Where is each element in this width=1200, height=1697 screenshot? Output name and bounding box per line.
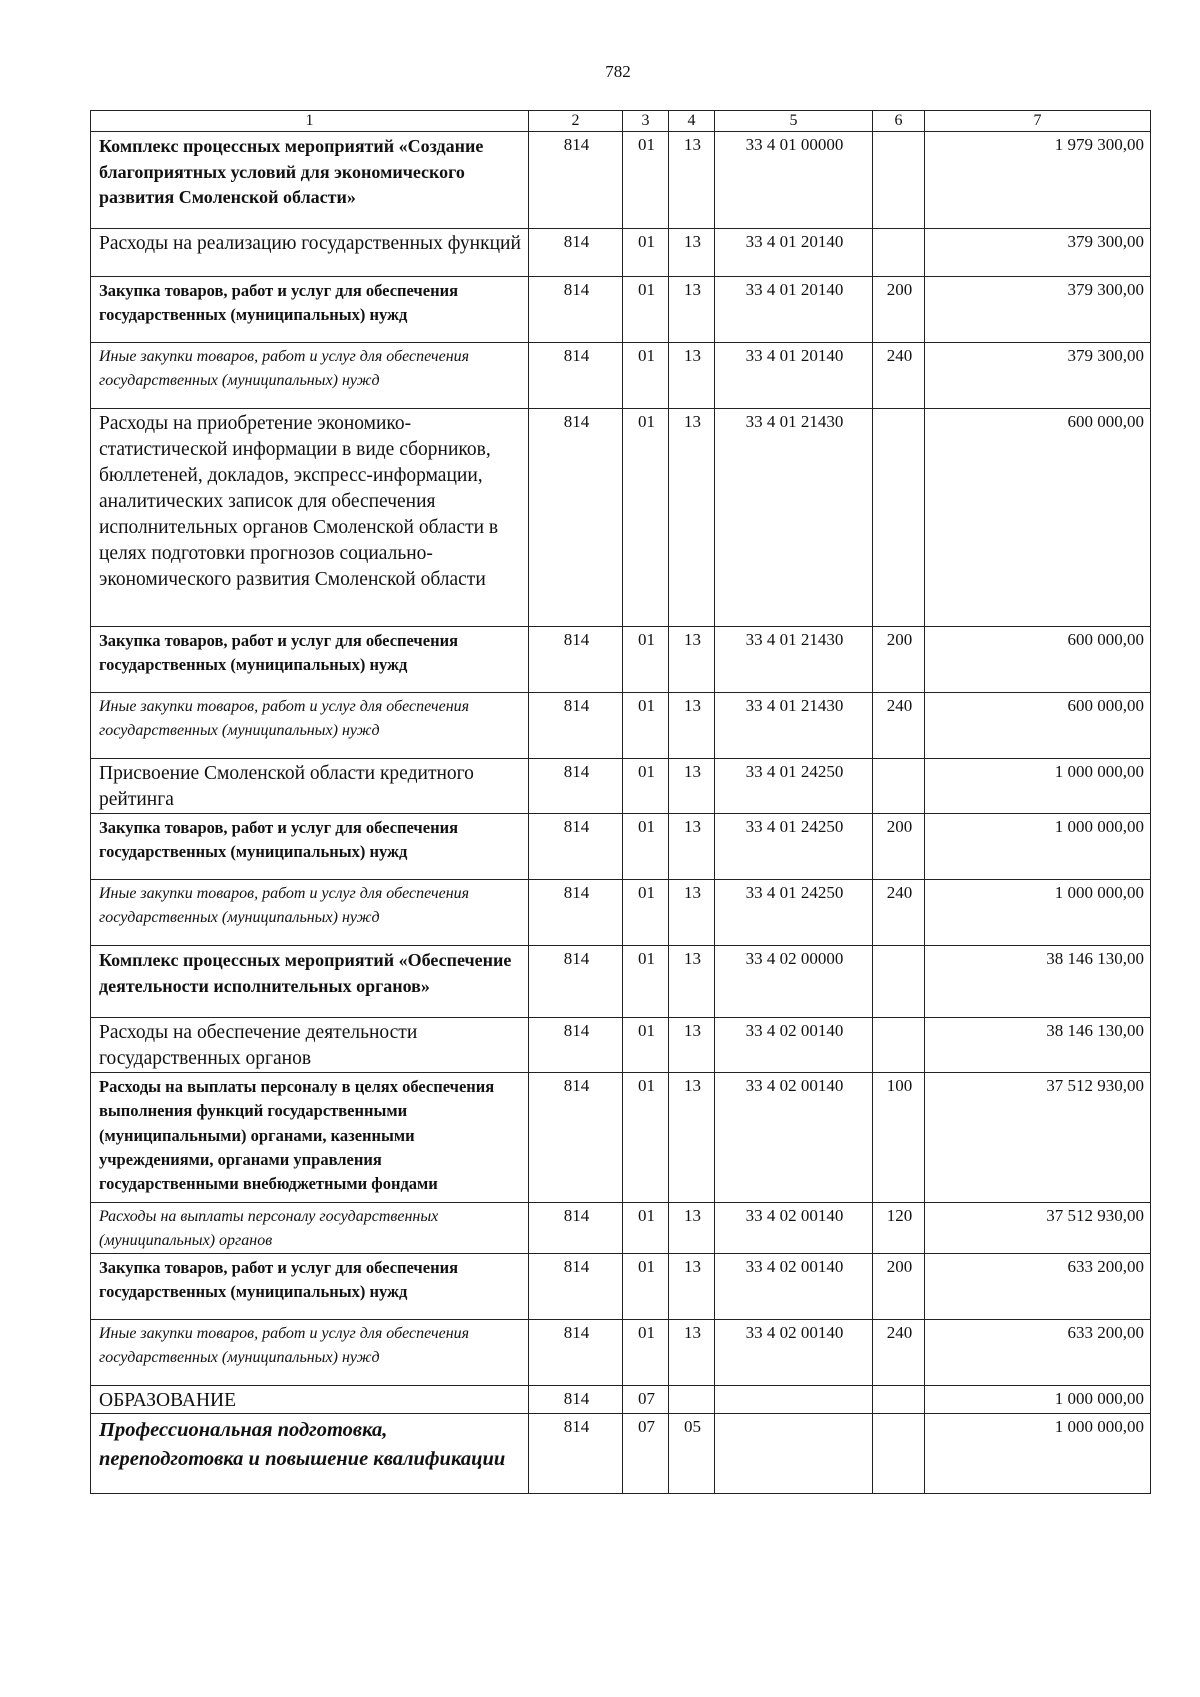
section-code-cell: 01 [623,879,669,945]
amount-cell: 600 000,00 [925,409,1151,627]
expense-type-cell: 200 [873,627,925,693]
row-name-cell: Расходы на обеспечение деятельности государственных органов [91,1017,529,1072]
row-name-cell: Закупка товаров, работ и услуг для обеспечения государственных (муниципальных) нужд [91,1253,529,1319]
target-article-cell: 33 4 01 24250 [715,879,873,945]
admin-code-cell: 814 [529,229,623,277]
subsection-code-cell: 13 [669,1202,715,1253]
admin-code-cell: 814 [529,343,623,409]
row-name-cell: Закупка товаров, работ и услуг для обеспечения государственных (муниципальных) нужд [91,813,529,879]
amount-cell: 600 000,00 [925,693,1151,759]
section-code-cell: 01 [623,627,669,693]
table-row [91,409,1151,627]
section-code-cell: 01 [623,1017,669,1072]
amount-cell: 37 512 930,00 [925,1202,1151,1253]
column-header: 5 [715,111,873,132]
expense-type-cell: 120 [873,1202,925,1253]
expense-type-cell [873,945,925,1017]
amount-cell: 379 300,00 [925,343,1151,409]
amount-cell: 633 200,00 [925,1319,1151,1385]
subsection-code-cell: 13 [669,1072,715,1202]
expense-type-cell [873,759,925,814]
table-row [91,813,1151,879]
section-code-cell: 01 [623,1072,669,1202]
section-code-cell: 01 [623,759,669,814]
amount-cell: 38 146 130,00 [925,1017,1151,1072]
expense-type-cell [873,229,925,277]
section-code-cell: 01 [623,229,669,277]
row-name-cell: Иные закупки товаров, работ и услуг для обеспечения государственных (муниципальных) нужд [91,693,529,759]
section-code-cell: 01 [623,945,669,1017]
amount-cell: 1 000 000,00 [925,879,1151,945]
column-header: 7 [925,111,1151,132]
section-code-cell: 01 [623,693,669,759]
row-name-cell: Комплекс процессных мероприятий «Обеспечение деятельности исполнительных органов» [91,945,529,1017]
admin-code-cell: 814 [529,879,623,945]
table-row [91,1319,1151,1385]
table-row [91,693,1151,759]
expense-type-cell: 200 [873,1253,925,1319]
subsection-code-cell: 13 [669,1253,715,1319]
section-code-cell: 01 [623,132,669,229]
expense-type-cell [873,1017,925,1072]
target-article-cell: 33 4 01 20140 [715,229,873,277]
expense-type-cell [873,1385,925,1413]
admin-code-cell: 814 [529,759,623,814]
row-name-cell: Иные закупки товаров, работ и услуг для обеспечения государственных (муниципальных) нужд [91,343,529,409]
section-code-cell: 01 [623,409,669,627]
section-code-cell: 01 [623,813,669,879]
subsection-code-cell: 13 [669,132,715,229]
expense-type-cell: 240 [873,693,925,759]
subsection-code-cell: 13 [669,409,715,627]
table-row [91,1414,1151,1494]
target-article-cell: 33 4 02 00140 [715,1202,873,1253]
admin-code-cell: 814 [529,813,623,879]
admin-code-cell: 814 [529,132,623,229]
expense-type-cell: 200 [873,813,925,879]
target-article-cell: 33 4 01 21430 [715,627,873,693]
row-name-cell: Расходы на выплаты персоналу государственных (муниципальных) органов [91,1202,529,1253]
table-row [91,879,1151,945]
table-row [91,945,1151,1017]
row-name-cell: Присвоение Смоленской области кредитного рейтинга [91,759,529,814]
target-article-cell: 33 4 01 20140 [715,343,873,409]
amount-cell: 379 300,00 [925,277,1151,343]
table-row [91,1385,1151,1413]
subsection-code-cell: 13 [669,759,715,814]
table-row [91,343,1151,409]
subsection-code-cell: 13 [669,945,715,1017]
section-code-cell: 01 [623,343,669,409]
section-code-cell: 07 [623,1414,669,1494]
target-article-cell: 33 4 01 21430 [715,409,873,627]
row-name-cell: Иные закупки товаров, работ и услуг для обеспечения государственных (муниципальных) нужд [91,879,529,945]
table-row [91,132,1151,229]
row-name-cell: Иные закупки товаров, работ и услуг для обеспечения государственных (муниципальных) нужд [91,1319,529,1385]
subsection-code-cell: 13 [669,627,715,693]
subsection-code-cell: 05 [669,1414,715,1494]
subsection-code-cell: 13 [669,1319,715,1385]
target-article-cell: 33 4 02 00140 [715,1319,873,1385]
amount-cell: 37 512 930,00 [925,1072,1151,1202]
column-header: 6 [873,111,925,132]
admin-code-cell: 814 [529,277,623,343]
table-row [91,627,1151,693]
subsection-code-cell: 13 [669,693,715,759]
expense-type-cell: 240 [873,1319,925,1385]
row-name-cell: Закупка товаров, работ и услуг для обеспечения государственных (муниципальных) нужд [91,277,529,343]
subsection-code-cell: 13 [669,343,715,409]
expense-type-cell: 240 [873,343,925,409]
admin-code-cell: 814 [529,627,623,693]
amount-cell: 633 200,00 [925,1253,1151,1319]
amount-cell: 379 300,00 [925,229,1151,277]
target-article-cell: 33 4 02 00000 [715,945,873,1017]
table-row [91,1017,1151,1072]
target-article-cell: 33 4 01 20140 [715,277,873,343]
section-code-cell: 01 [623,1202,669,1253]
subsection-code-cell: 13 [669,277,715,343]
row-name-cell: Комплекс процессных мероприятий «Создание благоприятных условий для экономического развития Смоленской области» [91,132,529,229]
amount-cell: 1 979 300,00 [925,132,1151,229]
page-number: 782 [605,62,631,81]
row-name-cell: Расходы на реализацию государственных функций [91,229,529,277]
admin-code-cell: 814 [529,945,623,1017]
admin-code-cell: 814 [529,1017,623,1072]
target-article-cell: 33 4 01 24250 [715,813,873,879]
amount-cell: 1 000 000,00 [925,813,1151,879]
row-name-cell: Расходы на выплаты персоналу в целях обеспечения выполнения функций государственными (муниципальными) органами, казенными учреждениями, органами управления государственными внебюджетными фондами [91,1072,529,1202]
column-header: 1 [91,111,529,132]
subsection-code-cell [669,1385,715,1413]
target-article-cell: 33 4 02 00140 [715,1253,873,1319]
admin-code-cell: 814 [529,1414,623,1494]
target-article-cell: 33 4 01 21430 [715,693,873,759]
target-article-cell: 33 4 01 00000 [715,132,873,229]
column-header: 2 [529,111,623,132]
row-name-cell: Закупка товаров, работ и услуг для обеспечения государственных (муниципальных) нужд [91,627,529,693]
expense-type-cell: 100 [873,1072,925,1202]
table-row [91,1202,1151,1253]
expense-type-cell [873,1414,925,1494]
admin-code-cell: 814 [529,409,623,627]
target-article-cell [715,1385,873,1413]
section-code-cell: 01 [623,1319,669,1385]
table-row [91,759,1151,814]
table-row [91,1072,1151,1202]
subsection-code-cell: 13 [669,229,715,277]
amount-cell: 1 000 000,00 [925,759,1151,814]
admin-code-cell: 814 [529,1202,623,1253]
column-header-row [91,111,1151,132]
table-row [91,1253,1151,1319]
admin-code-cell: 814 [529,1385,623,1413]
admin-code-cell: 814 [529,693,623,759]
amount-cell: 1 000 000,00 [925,1385,1151,1413]
admin-code-cell: 814 [529,1253,623,1319]
amount-cell: 1 000 000,00 [925,1414,1151,1494]
table-row [91,277,1151,343]
row-name-cell: Расходы на приобретение экономико-статистической информации в виде сборников, бюллетеней, докладов, экспресс-информации, аналитических записок для обеспечения исполнительных органов Смоленской области в целях подготовки прогнозов социально-экономического развития Смоленской области [91,409,529,627]
section-code-cell: 01 [623,277,669,343]
target-article-cell: 33 4 02 00140 [715,1017,873,1072]
admin-code-cell: 814 [529,1319,623,1385]
column-header: 3 [623,111,669,132]
subsection-code-cell: 13 [669,879,715,945]
section-code-cell: 01 [623,1253,669,1319]
expense-type-cell [873,132,925,229]
expense-type-cell: 240 [873,879,925,945]
table-row [91,229,1151,277]
table-body [91,132,1151,1494]
expense-type-cell: 200 [873,277,925,343]
expense-type-cell [873,409,925,627]
column-header: 4 [669,111,715,132]
subsection-code-cell: 13 [669,1017,715,1072]
budget-table [90,110,1151,1494]
amount-cell: 600 000,00 [925,627,1151,693]
admin-code-cell: 814 [529,1072,623,1202]
target-article-cell [715,1414,873,1494]
target-article-cell: 33 4 01 24250 [715,759,873,814]
row-name-cell: ОБРАЗОВАНИЕ [91,1385,529,1413]
target-article-cell: 33 4 02 00140 [715,1072,873,1202]
subsection-code-cell: 13 [669,813,715,879]
section-code-cell: 07 [623,1385,669,1413]
row-name-cell: Профессиональная подготовка, переподготовка и повышение квалификации [91,1414,529,1494]
amount-cell: 38 146 130,00 [925,945,1151,1017]
